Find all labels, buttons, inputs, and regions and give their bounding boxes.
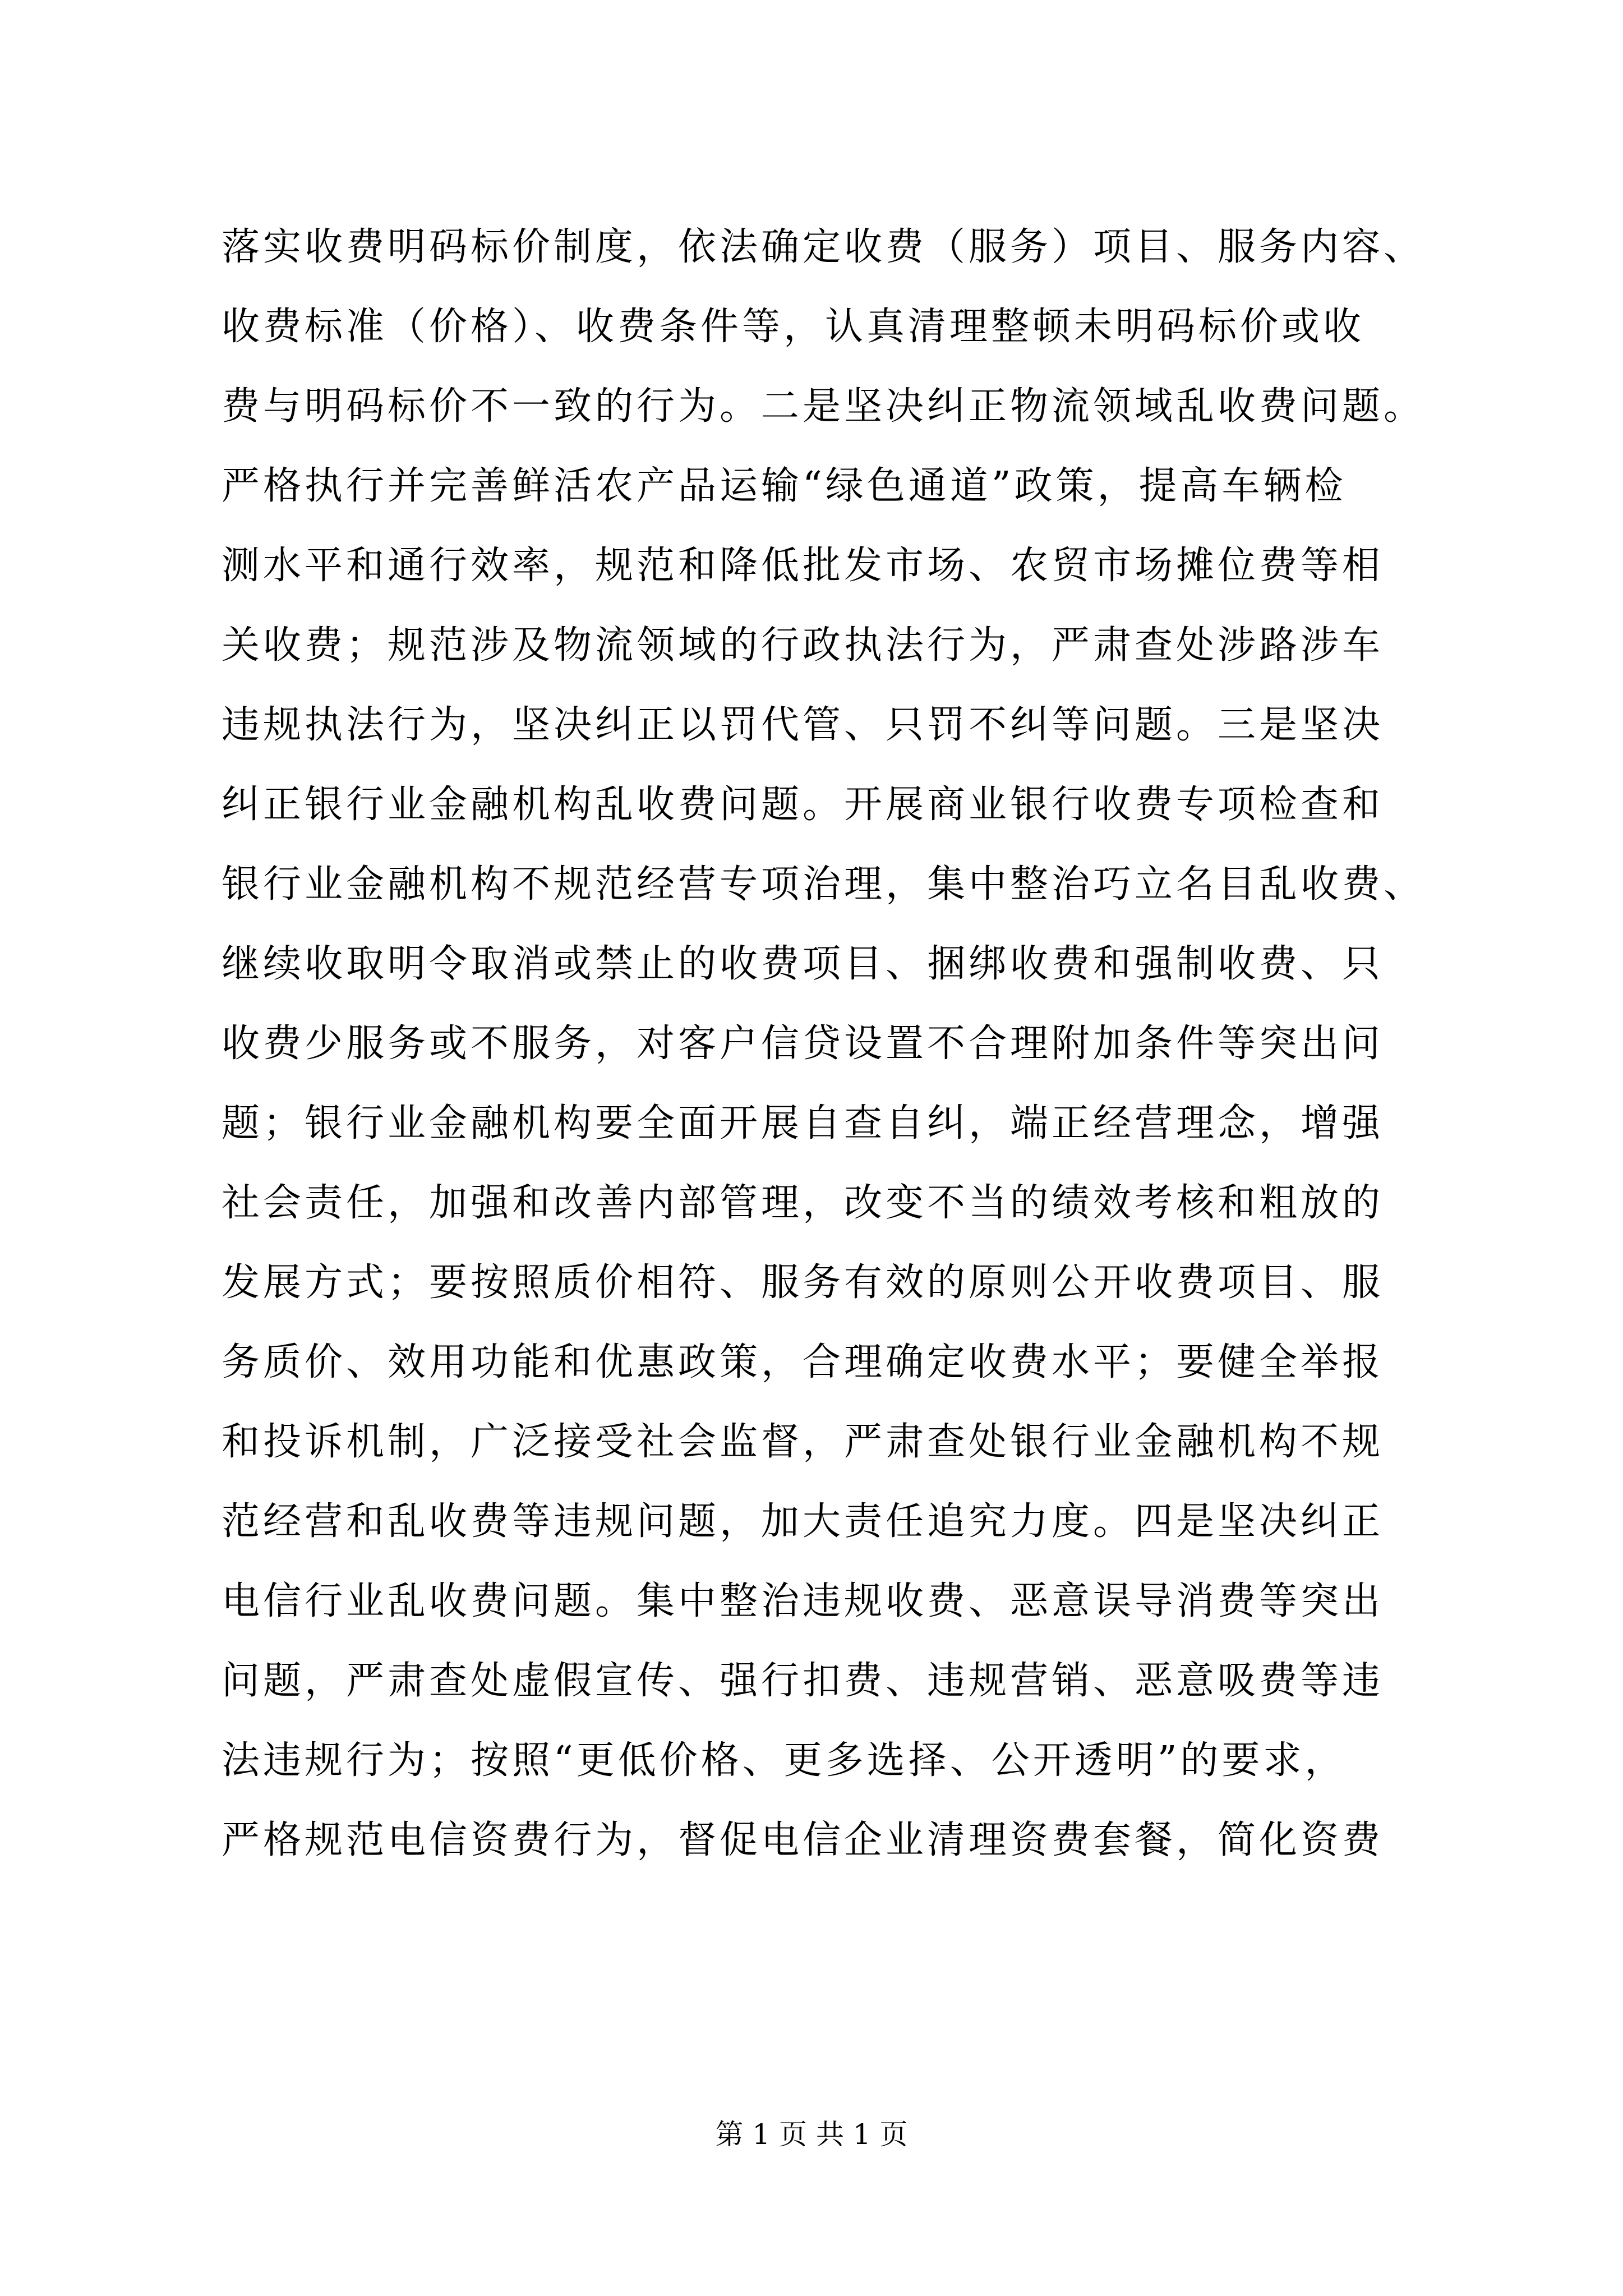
text-line: 收费少服务或不服务，对客户信贷设置不合理附加条件等突出问 xyxy=(222,1022,1384,1066)
text-line: 落实收费明码标价制度，依法确定收费（服务）项目、服务内容、 xyxy=(222,225,1426,269)
text-line: 纠正银行业金融机构乱收费问题。开展商业银行收费专项检查和 xyxy=(222,783,1384,827)
text-line: 费与明码标价不一致的行为。二是坚决纠正物流领域乱收费问题。 xyxy=(222,384,1426,429)
text-line: 严格执行并完善鲜活农产品运输“绿色通道”政策，提高车辆检 xyxy=(222,464,1347,508)
text-line: 电信行业乱收费问题。集中整治违规收费、恶意误导消费等突出 xyxy=(222,1579,1384,1623)
text-line: 法违规行为；按照“更低价格、更多选择、公开透明”的要求， xyxy=(222,1738,1347,1783)
body-text xyxy=(222,208,1511,1880)
text-line: 测水平和通行效率，规范和降低批发市场、农贸市场摊位费等相 xyxy=(222,544,1384,588)
text-line: 收费标准（价格）、收费条件等，认真清理整顿未明码标价或收 xyxy=(222,305,1365,349)
text-line: 范经营和乱收费等违规问题，加大责任追究力度。四是坚决纠正 xyxy=(222,1499,1384,1544)
text-line: 问题，严肃查处虚假宣传、强行扣费、违规营销、恶意吸费等违 xyxy=(222,1659,1384,1703)
text-line: 银行业金融机构不规范经营专项治理，集中整治巧立名目乱收费、 xyxy=(222,862,1426,907)
text-line: 关收费；规范涉及物流领域的行政执法行为，严肃查处涉路涉车 xyxy=(222,623,1384,668)
text-line: 违规执法行为，坚决纠正以罚代管、只罚不纠等问题。三是坚决 xyxy=(222,703,1384,747)
text-line: 继续收取明令取消或禁止的收费项目、捆绑收费和强制收费、只 xyxy=(222,942,1384,986)
text-line: 题；银行业金融机构要全面开展自查自纠，端正经营理念，增强 xyxy=(222,1101,1384,1145)
page-footer: 第 1 页 共 1 页 xyxy=(715,2118,908,2151)
text-line: 发展方式；要按照质价相符、服务有效的原则公开收费项目、服 xyxy=(222,1260,1384,1305)
text-line: 社会责任，加强和改善内部管理，改变不当的绩效考核和粗放的 xyxy=(222,1181,1384,1225)
text-line: 务质价、效用功能和优惠政策，合理确定收费水平；要健全举报 xyxy=(222,1340,1384,1384)
text-line: 严格规范电信资费行为，督促电信企业清理资费套餐，简化资费 xyxy=(222,1818,1384,1862)
text-line: 和投诉机制，广泛接受社会监督，严肃查处银行业金融机构不规 xyxy=(222,1420,1384,1464)
